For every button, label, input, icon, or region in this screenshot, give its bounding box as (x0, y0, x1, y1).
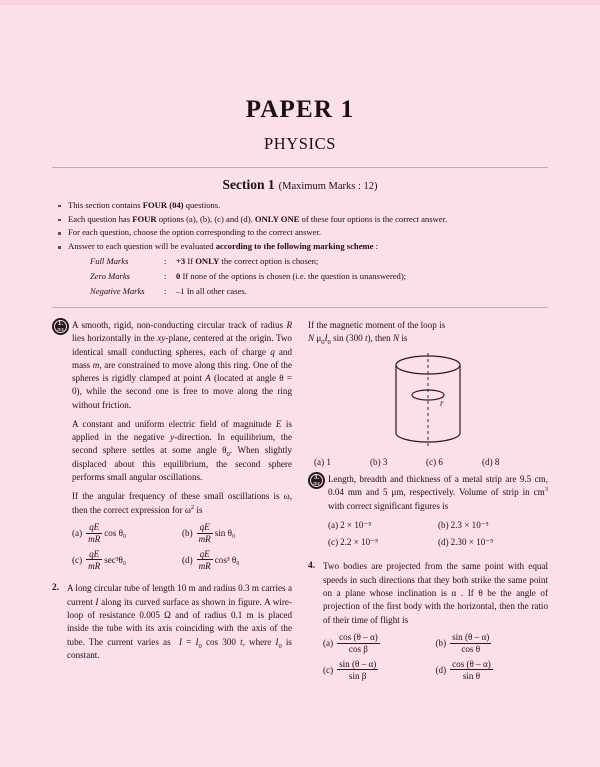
question-1-option-d[interactable] (182, 549, 292, 571)
question-2-option-d-label: (d) (482, 456, 493, 467)
question-2-option-d-value: 8 (494, 456, 500, 467)
section-max-marks: (Maximum Marks : 12) (278, 181, 378, 192)
question-1-option-b[interactable] (182, 523, 292, 545)
instruction-item-3 (52, 226, 548, 240)
question-1-option-c-label: (c) (72, 554, 83, 565)
question-4-option-c-fraction (337, 659, 378, 681)
marking-value-negative-number: –1 (176, 286, 185, 297)
marking-value-full: +3 If ONLY the correct option is chosen; (176, 256, 319, 267)
page-top-strip (0, 0, 600, 5)
instruction-2-bold: FOUR (132, 213, 157, 224)
question-1-option-c[interactable] (72, 549, 182, 571)
loop-radius-label: r (440, 397, 444, 408)
question-1 (52, 319, 292, 575)
instruction-3-text: For each question, choose the option corresponding to the correct answer. (68, 227, 321, 238)
instruction-4-post: : (373, 241, 379, 252)
question-2-body (67, 582, 292, 662)
question-1-option-b-tail: sin θ₀ (214, 528, 236, 539)
question-2-option-c[interactable] (426, 456, 482, 469)
question-4-option-b-fraction (450, 632, 491, 654)
question-1-option-d-label: (d) (182, 554, 193, 565)
question-4-option-a-numerator: cos (θ – α) (339, 632, 378, 643)
cylinder-diagram-svg (368, 351, 488, 449)
question-4-option-d-fraction (450, 659, 493, 681)
instruction-1-bold: FOUR (04) (142, 199, 184, 210)
question-4-option-d-numerator: cos (θ – α) (452, 658, 491, 669)
question-4-option-c-label: (c) (323, 664, 334, 675)
section-label: Section 1 (222, 177, 275, 192)
question-4-option-a-label: (a) (323, 638, 334, 649)
question-4-option-a[interactable] (323, 633, 436, 655)
question-1-option-c-fraction (86, 549, 102, 571)
question-4-body (323, 560, 548, 685)
cylinder-tube-figure (368, 351, 488, 453)
question-1-option-a-numerator: qE (86, 522, 102, 534)
question-3-options (328, 519, 548, 554)
question-3-option-b[interactable] (438, 519, 548, 532)
question-4-option-b[interactable] (436, 633, 549, 655)
instruction-2-pre: Each question has (68, 213, 133, 224)
question-1-option-d-fraction (197, 549, 213, 571)
question-4-option-b-numerator: sin (θ – α) (452, 632, 490, 643)
question-3-option-c-label: (c) (328, 537, 339, 548)
instruction-2-post: of these four options is the correct answer. (299, 213, 448, 224)
question-1-badge-sub: JEE (56, 328, 65, 333)
question-1-option-c-denominator: mR (88, 560, 101, 571)
instruction-item-1 (52, 199, 548, 213)
question-1-number (52, 318, 72, 574)
question-1-para-3: If the angular frequency of these small oscillations is ω, then the correct expression for $\omega^2$ is (72, 491, 292, 515)
question-2-option-a[interactable] (314, 456, 370, 469)
question-4-option-c[interactable] (323, 659, 436, 681)
question-2-options (308, 456, 548, 469)
marking-value-negative (176, 285, 406, 300)
question-2-option-b[interactable] (370, 456, 426, 469)
question-1-badge-number: 1. (57, 319, 64, 328)
marking-label-zero: Zero Marks (90, 271, 131, 282)
question-4-option-a-denominator: cos β (348, 644, 368, 655)
question-2-para-1: A long circular tube of length 10 m and radius 0.3 m carries a current I along its curved surface as shown in figure. A wire-loop of resistance 0.005 Ω and of radius 0.1 m is placed inside the tube with its axis coinciding with the axis of the tube. The current varies as $I = I_0$ cos 300 t, where $I_0$ is constant. (67, 583, 292, 660)
question-1-options (72, 523, 292, 576)
left-column (52, 319, 292, 692)
question-4 (308, 560, 548, 685)
question-1-option-a-denominator: mR (88, 534, 101, 545)
question-3-body (328, 473, 548, 553)
question-1-para-2: A constant and uniform electric field of magnitude E is applied in the negative y-direction. In equilibrium, the second sphere settles at some angle $\theta_0$. When slightly displaced about this equilibrium, the second sphere performs small angular oscillations. (72, 418, 292, 482)
question-3-option-b-value: 2.3 × 10⁻⁵ (450, 519, 489, 530)
marking-label-negative: Negative Marks (90, 286, 145, 297)
question-1-option-c-tail: sec³θ₀ (104, 554, 127, 565)
question-2-option-a-label: (a) (314, 456, 325, 467)
question-3-option-c-value: 2.2 × 10⁻⁵ (340, 537, 379, 548)
question-1-body (72, 319, 292, 575)
question-1-option-d-numerator: qE (197, 549, 213, 561)
instruction-item-2 (52, 213, 548, 227)
instruction-2-bold2: ONLY ONE (254, 213, 300, 224)
question-3-option-c[interactable] (328, 536, 438, 549)
instruction-2-mid: options (a), (b), (c) and (d). (156, 213, 255, 224)
question-4-option-b-label: (b) (435, 638, 447, 649)
question-1-option-c-numerator: qE (86, 549, 102, 561)
marking-value-zero-text: If none of the options is chosen (i.e. the question is unanswered); (180, 271, 407, 282)
question-2-option-b-value: 3 (382, 456, 388, 467)
question-1-option-b-numerator: qE (197, 522, 213, 534)
question-4-options (323, 633, 548, 686)
jee-seal-icon (52, 318, 69, 335)
question-2-lead-line-1: If the magnetic moment of the loop is (308, 320, 446, 331)
question-4-option-d[interactable] (436, 659, 549, 681)
marking-colon-zero: : (164, 271, 167, 282)
question-1-para-1: A smooth, rigid, non-conducting circular track of radius R lies horizontally in the xy-plane, centered at the origin. Two identical small conducting spheres, each of charge q and mass m, are constrained to move along this ring. One of the spheres is rigidly clamped at point A (located at angle θ = 0), while the second one is free to move along the ring without friction. (72, 320, 293, 410)
instructions-list (52, 199, 548, 300)
question-1-option-b-fraction (197, 522, 213, 544)
question-1-option-b-denominator: mR (198, 534, 211, 545)
question-4-option-b-denominator: cos θ (461, 644, 481, 655)
question-3-badge-sub: JEE (312, 482, 321, 487)
marking-value-full-emphasis: ONLY (195, 256, 220, 267)
instructions-divider (52, 307, 548, 308)
marking-value-zero-number: 0 (176, 271, 181, 282)
question-1-option-a-label: (a) (72, 528, 83, 539)
question-columns (52, 319, 548, 692)
paper-title: PAPER 1 (245, 96, 355, 123)
question-2-option-b-label: (b) (370, 456, 381, 467)
question-3-option-d[interactable] (438, 536, 548, 549)
question-2-continuation (308, 319, 548, 469)
question-1-option-d-tail: cos³ θ₀ (214, 554, 240, 565)
question-2-option-c-label: (c) (426, 456, 437, 467)
question-4-option-c-denominator: sin β (348, 670, 367, 681)
question-2-option-d[interactable] (482, 456, 538, 469)
question-2-number: 2. (52, 583, 60, 594)
question-2-lead-line-2: N $\mu_0I_0$ sin (300 t), then N is (308, 333, 408, 347)
marking-row-zero (90, 270, 406, 285)
question-3-option-d-value: 2.30 × 10⁻⁵ (450, 537, 494, 548)
marking-value-full-number: +3 (176, 256, 186, 267)
question-2-option-a-value: 1 (326, 456, 331, 467)
right-column (308, 319, 548, 692)
marking-value-zero (176, 270, 406, 285)
instruction-1-post: questions. (183, 199, 221, 210)
page-header (52, 0, 548, 154)
question-3-option-d-label: (d) (438, 537, 449, 548)
question-1-option-a-fraction (86, 522, 102, 544)
marking-colon-full: : (164, 256, 167, 267)
question-4-option-c-numerator: sin (θ – α) (339, 658, 377, 669)
question-4-option-a-fraction (337, 632, 380, 654)
question-4-para-1: Two bodies are projected from the same point with equal speeds in such directions that they both strike the same point on a plane whose inclination is α . If θ be the angle of projection of the first body with the horizontal, then the ratio of their time of flight is (323, 561, 548, 625)
header-divider (52, 167, 548, 168)
question-3-para-1: Length, breadth and thickness of a metal strip are 9.5 cm, 0.04 mm and 5 μm, respectively. Volume of strip in $cm^3$ with correct significant figures is (328, 474, 548, 511)
question-3-number (308, 472, 328, 552)
question-3-option-a-value: 2 × 10⁻⁵ (340, 519, 372, 530)
question-4-option-d-denominator: sin θ (462, 670, 481, 681)
instruction-1-pre: This section contains (68, 199, 143, 210)
instruction-4-pre: Answer to each question will be evaluated (68, 241, 216, 252)
question-1-option-d-denominator: mR (198, 560, 211, 571)
question-3 (308, 473, 548, 553)
marking-colon-negative: : (164, 286, 167, 297)
question-3-option-a[interactable] (328, 519, 438, 532)
section-heading (52, 176, 548, 194)
marking-row-negative (90, 285, 406, 300)
marking-label-full: Full Marks (90, 256, 129, 267)
marking-value-negative-text: In all other cases. (184, 286, 247, 297)
question-3-badge-number: 3. (313, 473, 320, 482)
jee-seal-icon (308, 472, 325, 489)
marking-scheme-table (90, 255, 406, 300)
question-1-option-a-tail: cos θ₀ (104, 528, 127, 539)
question-4-option-d-label: (d) (435, 664, 447, 675)
question-3-option-b-label: (b) (438, 519, 449, 530)
instruction-item-4 (52, 240, 548, 300)
subject-title: PHYSICS (263, 134, 337, 153)
instruction-4-bold: according to the following marking scheme (215, 241, 374, 252)
question-1-option-b-label: (b) (182, 528, 193, 539)
question-4-number: 4. (308, 561, 316, 572)
question-1-option-a[interactable] (72, 523, 182, 545)
question-3-option-a-label: (a) (328, 519, 339, 530)
question-2 (52, 582, 292, 662)
marking-row-full (90, 255, 406, 270)
question-2-option-c-value: 6 (438, 456, 443, 467)
